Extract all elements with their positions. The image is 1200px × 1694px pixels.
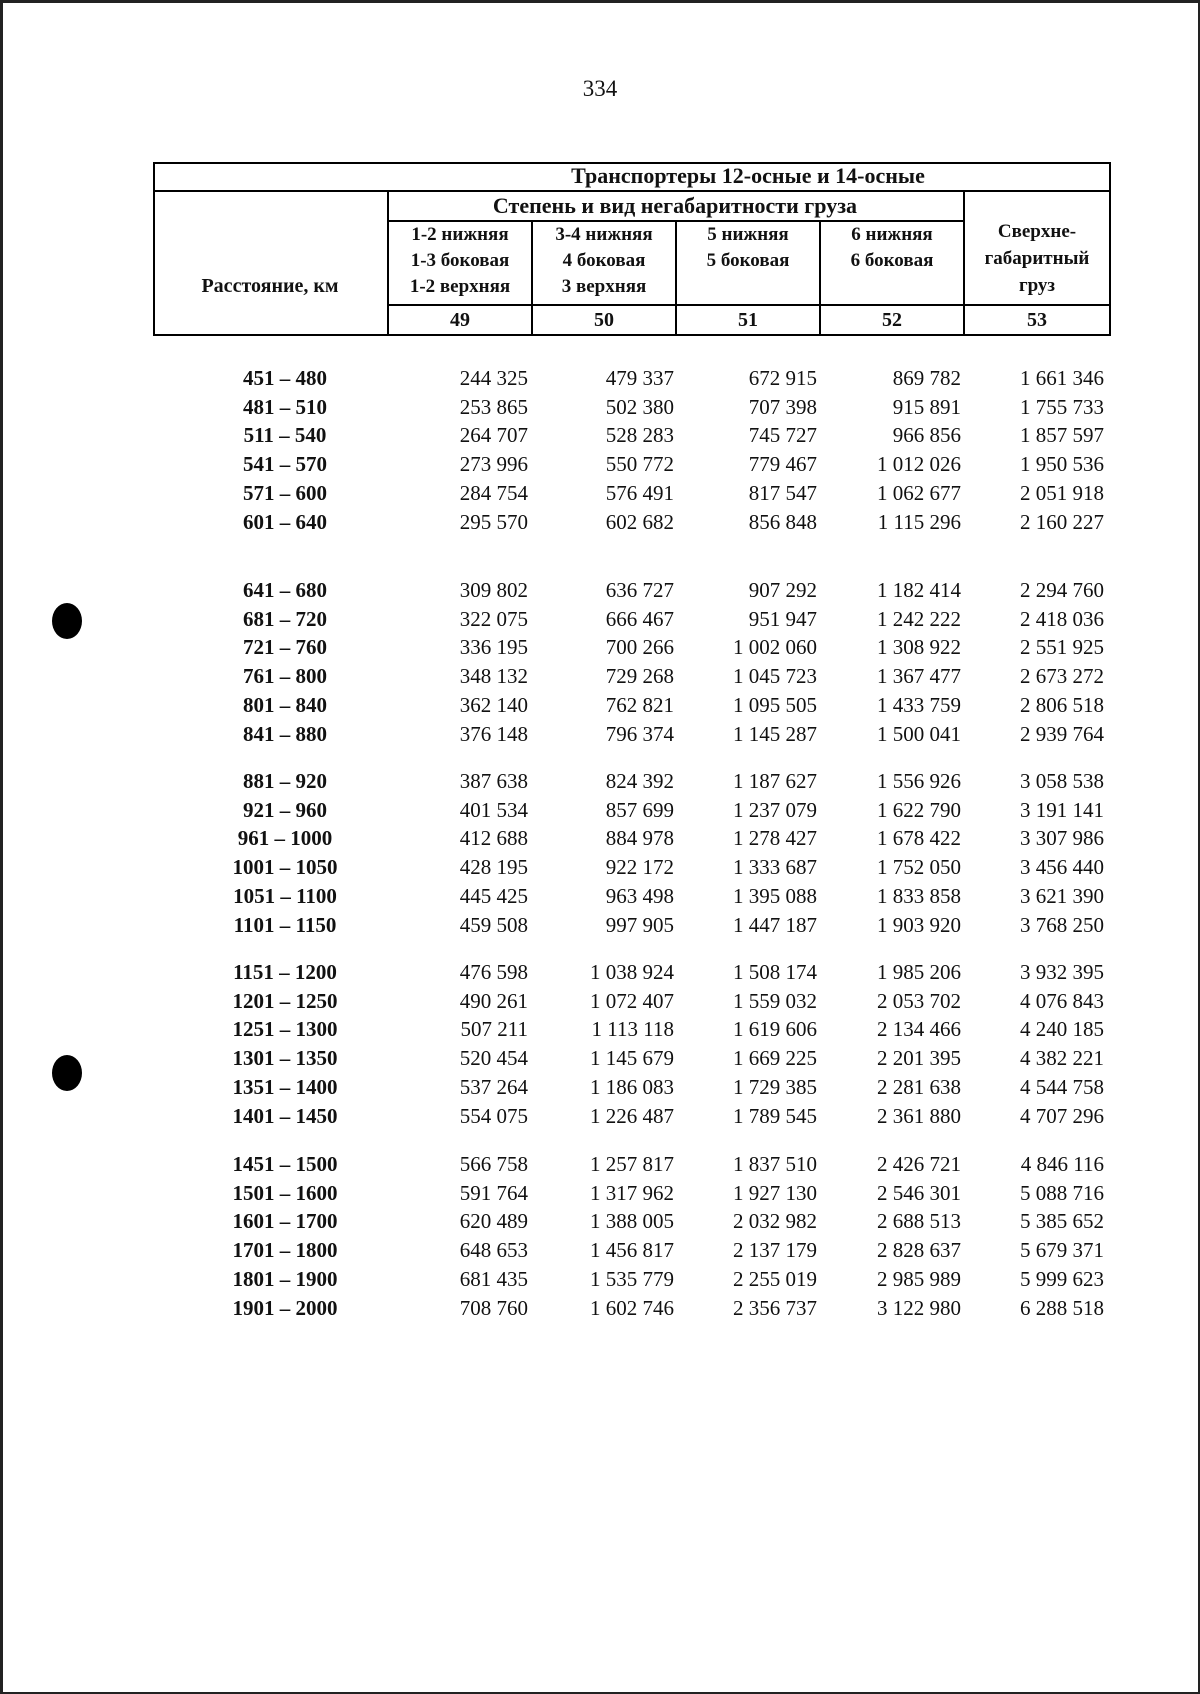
value-cell: 997 905 (605, 912, 674, 937)
value-cell: 700 266 (605, 635, 674, 660)
column-header-53 (965, 218, 1109, 299)
distance-cell: 1051 – 1100 (233, 883, 337, 908)
value-cell: 2 032 982 (733, 1209, 817, 1234)
value-cell: 2 546 301 (877, 1180, 961, 1205)
value-cell: 708 760 (459, 1295, 528, 1320)
distance-cell: 1201 – 1250 (232, 988, 338, 1013)
value-cell: 2 828 637 (877, 1238, 961, 1263)
value-cell: 620 489 (459, 1209, 528, 1234)
distance-cell: 1301 – 1350 (232, 1046, 338, 1071)
distance-cell: 1151 – 1200 (233, 960, 337, 984)
table-header (153, 162, 1111, 336)
value-cell: 672 915 (748, 366, 817, 390)
value-cell: 476 598 (459, 960, 528, 984)
value-cell: 2 201 395 (877, 1046, 961, 1071)
distance-cell: 881 – 920 (243, 769, 327, 793)
distance-cell: 761 – 800 (243, 664, 327, 689)
value-cell: 648 653 (459, 1238, 528, 1263)
column-header-line: 6 боковая (850, 250, 934, 271)
value-cell: 762 821 (605, 692, 674, 717)
value-cell: 1 678 422 (877, 826, 961, 851)
distance-cell: 1501 – 1600 (232, 1180, 338, 1205)
value-cell: 1 062 677 (877, 480, 961, 505)
distance-cell: 1801 – 1900 (232, 1266, 338, 1291)
value-cell: 1 072 407 (590, 988, 674, 1013)
distance-cell: 1901 – 2000 (232, 1295, 338, 1320)
value-cell: 3 621 390 (1020, 883, 1104, 908)
value-cell: 1 559 032 (733, 988, 817, 1013)
distance-cell: 961 – 1000 (237, 826, 333, 851)
value-cell: 1 308 922 (877, 635, 961, 660)
distance-cell: 1101 – 1150 (233, 912, 337, 937)
value-cell: 4 707 296 (1020, 1103, 1104, 1128)
value-cell: 1 186 083 (590, 1074, 674, 1099)
value-cell: 295 570 (459, 509, 528, 534)
value-cell: 566 758 (459, 1152, 528, 1176)
column-number: 50 (594, 309, 614, 331)
number-row-divider (387, 304, 1111, 306)
value-cell: 915 891 (892, 394, 961, 419)
value-cell: 951 947 (748, 606, 817, 631)
distance-cell: 921 – 960 (243, 797, 327, 822)
column-header-line: 4 боковая (562, 250, 646, 271)
value-cell: 387 638 (459, 769, 528, 793)
header-border-right (1109, 162, 1111, 336)
value-cell: 1 433 759 (877, 692, 961, 717)
distance-cell: 1001 – 1050 (232, 855, 338, 880)
value-cell: 2 294 760 (1020, 578, 1104, 602)
value-cell: 1 395 088 (733, 883, 817, 908)
value-cell: 1 789 545 (733, 1103, 817, 1128)
column-header-line: 1-2 верхняя (409, 276, 511, 297)
value-cell: 336 195 (459, 635, 528, 660)
value-cell: 824 392 (605, 769, 674, 793)
value-cell: 1 833 858 (877, 883, 961, 908)
value-cell: 253 865 (459, 394, 528, 419)
value-cell: 5 999 623 (1020, 1266, 1104, 1291)
distance-cell: 451 – 480 (243, 366, 327, 390)
column-header-line: Сверхне- (997, 221, 1077, 242)
value-cell: 4 076 843 (1020, 988, 1104, 1013)
distance-cell: 1601 – 1700 (232, 1209, 338, 1234)
page-number: 334 (582, 76, 618, 101)
value-cell: 5 088 716 (1020, 1180, 1104, 1205)
value-cell: 796 374 (605, 721, 674, 746)
value-cell: 1 500 041 (877, 721, 961, 746)
distance-cell: 511 – 540 (243, 423, 327, 448)
value-cell: 1 755 733 (1020, 394, 1104, 419)
value-cell: 3 456 440 (1020, 855, 1104, 880)
distance-cell: 681 – 720 (243, 606, 327, 631)
value-cell: 636 727 (605, 578, 674, 602)
value-cell: 1 857 597 (1020, 423, 1104, 448)
value-cell: 550 772 (605, 452, 674, 477)
value-cell: 4 240 185 (1020, 1017, 1104, 1042)
value-cell: 1 115 296 (877, 509, 961, 534)
column-header-line: 5 нижняя (707, 224, 789, 245)
value-cell: 1 367 477 (877, 664, 961, 689)
value-cell: 1 237 079 (733, 797, 817, 822)
value-cell: 4 544 758 (1020, 1074, 1104, 1099)
distance-header: Расстояние, км (201, 275, 339, 297)
distance-cell: 841 – 880 (243, 721, 327, 746)
value-cell: 376 148 (459, 721, 528, 746)
value-cell: 520 454 (459, 1046, 528, 1071)
value-cell: 2 053 702 (877, 988, 961, 1013)
value-cell: 2 255 019 (733, 1266, 817, 1291)
table-title: Транспортеры 12-осные и 14-осные (571, 163, 925, 188)
value-cell: 1 447 187 (733, 912, 817, 937)
column-number: 49 (450, 309, 470, 331)
value-cell: 244 325 (459, 366, 528, 390)
distance-cell: 1351 – 1400 (232, 1074, 338, 1099)
group-header: Степень и вид негабаритности груза (492, 193, 858, 218)
value-cell: 745 727 (748, 423, 817, 448)
value-cell: 3 191 141 (1020, 797, 1104, 822)
column-header-line: габаритный (984, 248, 1090, 269)
value-cell: 528 283 (605, 423, 674, 448)
value-cell: 1 622 790 (877, 797, 961, 822)
value-cell: 2 356 737 (733, 1295, 817, 1320)
distance-cell: 601 – 640 (243, 509, 327, 534)
value-cell: 729 268 (605, 664, 674, 689)
value-cell: 5 679 371 (1020, 1238, 1104, 1263)
value-cell: 1 242 222 (877, 606, 961, 631)
header-border-left (153, 162, 155, 336)
value-cell: 857 699 (605, 797, 674, 822)
distance-cell: 571 – 600 (243, 480, 327, 505)
value-cell: 2 688 513 (877, 1209, 961, 1234)
value-cell: 1 095 505 (733, 692, 817, 717)
value-cell: 1 602 746 (590, 1295, 674, 1320)
value-cell: 2 134 466 (877, 1017, 961, 1042)
column-header-line: 1-2 нижняя (411, 224, 509, 245)
value-cell: 3 307 986 (1020, 826, 1104, 851)
value-cell: 1 985 206 (877, 960, 961, 984)
value-cell: 1 950 536 (1020, 452, 1104, 477)
value-cell: 490 261 (459, 988, 528, 1013)
value-cell: 507 211 (460, 1017, 528, 1042)
value-cell: 1 456 817 (590, 1238, 674, 1263)
value-cell: 479 337 (605, 366, 674, 390)
value-cell: 264 707 (459, 423, 528, 448)
value-cell: 1 927 130 (733, 1180, 817, 1205)
value-cell: 554 075 (459, 1103, 528, 1128)
value-cell: 2 426 721 (877, 1152, 961, 1176)
value-cell: 3 058 538 (1020, 769, 1104, 793)
value-cell: 1 661 346 (1020, 366, 1104, 390)
column-header-line: 6 нижняя (851, 224, 933, 245)
value-cell: 2 985 989 (877, 1266, 961, 1291)
value-cell: 707 398 (748, 394, 817, 419)
value-cell: 2 361 880 (877, 1103, 961, 1128)
distance-cell: 1251 – 1300 (232, 1017, 338, 1042)
column-header-50 (533, 222, 675, 300)
value-cell: 1 226 487 (590, 1103, 674, 1128)
value-cell: 459 508 (459, 912, 528, 937)
header-border-bottom (153, 334, 1111, 336)
value-cell: 3 768 250 (1020, 912, 1104, 937)
column-number: 53 (1027, 309, 1047, 331)
value-cell: 869 782 (892, 366, 961, 390)
value-cell: 1 045 723 (733, 664, 817, 689)
distance-cell: 541 – 570 (243, 452, 327, 477)
value-cell: 2 806 518 (1020, 692, 1104, 717)
value-cell: 1 317 962 (590, 1180, 674, 1205)
value-cell: 284 754 (459, 480, 528, 505)
value-cell: 576 491 (605, 480, 674, 505)
value-cell: 502 380 (605, 394, 674, 419)
value-cell: 362 140 (459, 692, 528, 717)
value-cell: 1 619 606 (733, 1017, 817, 1042)
value-cell: 1 837 510 (733, 1152, 817, 1176)
value-cell: 2 281 638 (877, 1074, 961, 1099)
column-header-line: груз (1018, 275, 1056, 296)
value-cell: 537 264 (459, 1074, 528, 1099)
value-cell: 966 856 (892, 423, 961, 448)
value-cell: 2 551 925 (1020, 635, 1104, 660)
value-cell: 591 764 (459, 1180, 528, 1205)
value-cell: 1 556 926 (877, 769, 961, 793)
value-cell: 681 435 (459, 1266, 528, 1291)
value-cell: 884 978 (605, 826, 674, 851)
value-cell: 2 418 036 (1020, 606, 1104, 631)
value-cell: 401 534 (459, 797, 528, 822)
value-cell: 1 182 414 (877, 578, 961, 602)
value-cell: 3 122 980 (877, 1295, 961, 1320)
value-cell: 1 278 427 (733, 826, 817, 851)
value-cell: 1 669 225 (733, 1046, 817, 1071)
value-cell: 1 903 920 (877, 912, 961, 937)
value-cell: 1 145 287 (733, 721, 817, 746)
column-number: 51 (738, 309, 758, 331)
value-cell: 6 288 518 (1020, 1295, 1104, 1320)
value-cell: 907 292 (748, 578, 817, 602)
value-cell: 856 848 (748, 509, 817, 534)
value-cell: 1 187 627 (733, 769, 817, 793)
value-cell: 666 467 (605, 606, 674, 631)
value-cell: 602 682 (605, 509, 674, 534)
distance-cell: 1401 – 1450 (232, 1103, 338, 1128)
value-cell: 5 385 652 (1020, 1209, 1104, 1234)
punch-hole (52, 603, 82, 639)
value-cell: 1 535 779 (590, 1266, 674, 1291)
value-cell: 922 172 (605, 855, 674, 880)
value-cell: 2 137 179 (733, 1238, 817, 1263)
value-cell: 1 333 687 (733, 855, 817, 880)
column-header-line: 5 боковая (706, 250, 790, 271)
column-header-49 (389, 222, 531, 300)
distance-cell: 1701 – 1800 (232, 1238, 338, 1263)
column-header-line: 3-4 нижняя (555, 224, 653, 245)
value-cell: 1 257 817 (590, 1152, 674, 1176)
value-cell: 1 752 050 (877, 855, 961, 880)
value-cell: 309 802 (459, 578, 528, 602)
value-cell: 4 846 116 (1020, 1152, 1104, 1176)
distance-cell: 801 – 840 (243, 692, 327, 717)
value-cell: 273 996 (459, 452, 528, 477)
value-cell: 779 467 (748, 452, 817, 477)
value-cell: 1 145 679 (590, 1046, 674, 1071)
value-cell: 1 508 174 (733, 960, 817, 984)
value-cell: 1 038 924 (590, 960, 674, 984)
distance-cell: 721 – 760 (243, 635, 327, 660)
value-cell: 817 547 (748, 480, 817, 505)
punch-hole (52, 1055, 82, 1091)
value-cell: 2 051 918 (1020, 480, 1104, 505)
column-number: 52 (882, 309, 902, 331)
distance-cell: 1451 – 1500 (232, 1152, 338, 1176)
value-cell: 1 002 060 (733, 635, 817, 660)
value-cell: 445 425 (459, 883, 528, 908)
value-cell: 412 688 (459, 826, 528, 851)
value-cell: 348 132 (459, 664, 528, 689)
value-cell: 2 673 272 (1020, 664, 1104, 689)
distance-cell: 481 – 510 (243, 394, 327, 419)
distance-cell: 641 – 680 (243, 578, 327, 602)
column-header-line: 3 верхняя (561, 276, 647, 297)
value-cell: 1 729 385 (733, 1074, 817, 1099)
value-cell: 3 932 395 (1020, 960, 1104, 984)
value-cell: 4 382 221 (1020, 1046, 1104, 1071)
value-cell: 963 498 (605, 883, 674, 908)
value-cell: 1 012 026 (877, 452, 961, 477)
value-cell: 1 113 118 (591, 1017, 674, 1042)
value-cell: 2 160 227 (1020, 509, 1104, 534)
title-underline (153, 190, 1111, 192)
value-cell: 428 195 (459, 855, 528, 880)
value-cell: 322 075 (459, 606, 528, 631)
column-header-line: 1-3 боковая (410, 250, 510, 271)
value-cell: 1 388 005 (590, 1209, 674, 1234)
column-header-51 (677, 222, 819, 274)
value-cell: 2 939 764 (1020, 721, 1104, 746)
column-header-52 (821, 222, 963, 274)
